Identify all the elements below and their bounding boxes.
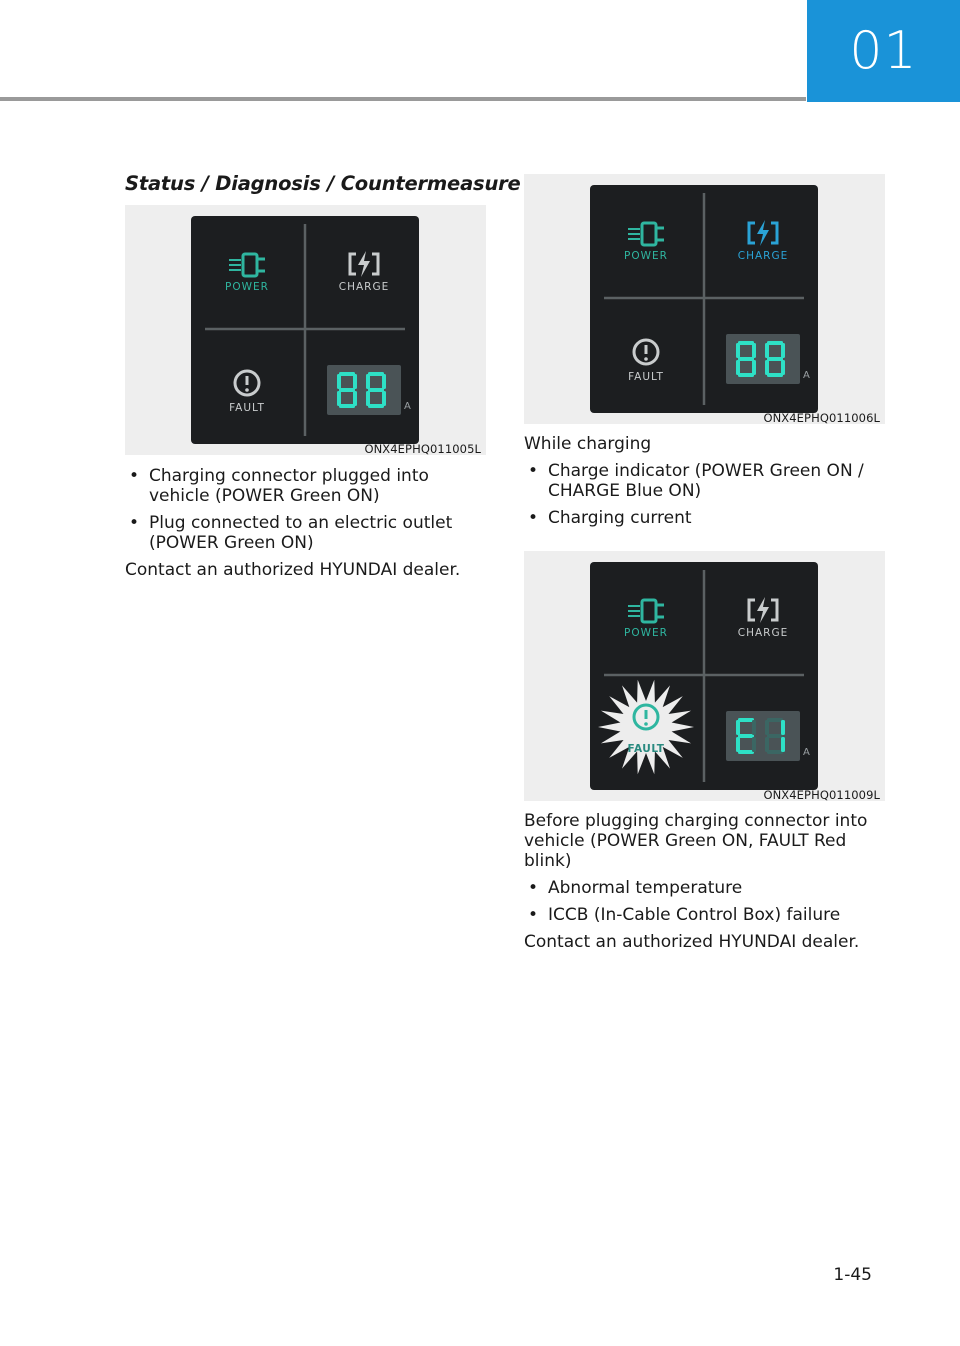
figure-standby [125,205,486,455]
list-item: • Plug connected to an electric outlet (POWER Green ON) [125,513,485,553]
charger-panel [191,216,419,444]
fault-label: FAULT [628,371,664,383]
plug-icon [628,600,664,622]
segment [781,343,785,358]
segment [767,718,783,722]
segment [382,391,386,406]
charger-panel [590,185,818,413]
panel-graphic [590,562,818,790]
segment [382,374,386,389]
segment [781,720,785,735]
right-text-fault [524,811,894,959]
plug-icon [628,223,664,245]
segment [736,343,740,358]
charger-panel [590,562,818,790]
figure-code: ONX4EPHQ011009L [763,788,880,802]
segment-display [327,365,401,415]
chapter-tab: 01 [807,0,960,102]
charge-label: CHARGE [737,250,789,262]
segment [339,388,355,392]
battery-bolt-icon [350,251,378,277]
left-text [125,466,485,587]
segment [738,718,754,722]
segment [767,357,783,361]
paragraph-heading: Before plugging charging connector into vehicle (POWER Green ON, FAULT Red blink) [524,811,868,871]
battery-bolt-icon [749,597,777,623]
segment [353,374,357,389]
segment [752,720,756,735]
segment [767,750,783,754]
ampere-unit: A [803,370,810,381]
right-text-charging [524,434,894,535]
figure-charging [524,174,885,424]
segment-display [726,711,800,761]
segment [767,373,783,377]
segment [339,404,355,408]
segment [738,357,754,361]
segment [781,360,785,375]
segment [337,391,341,406]
list-item: • Abnormal temperature [524,878,894,898]
section-title: Status / Diagnosis / Countermeasure [125,172,521,195]
fault-icon [598,680,694,775]
power-label: POWER [624,250,668,262]
figure-code: ONX4EPHQ011005L [364,442,481,456]
list-item: • Charging connector plugged into vehicle (POWER Green ON) [125,466,485,506]
power-label: POWER [624,627,668,639]
fault-icon [235,371,259,395]
segment [765,737,769,752]
plug-icon [229,254,265,276]
page-number: 1-45 [833,1265,872,1285]
contact-text: Contact an authorized HYUNDAI dealer. [524,932,860,952]
segment [752,360,756,375]
contact-text: Contact an authorized HYUNDAI dealer. [125,560,461,580]
panel-graphic [590,185,818,413]
segment [366,391,370,406]
figure-code: ONX4EPHQ011006L [763,411,880,425]
segment [368,372,384,376]
list-item: • Charge indicator (POWER Green ON / CHARGE Blue ON) [524,461,894,501]
segment [767,734,783,738]
segment [738,373,754,377]
fault-label: FAULT [627,743,665,755]
list-item: • ICCB (In-Cable Control Box) failure [524,905,894,925]
fault-label: FAULT [229,402,265,414]
segment [736,737,740,752]
charge-label: CHARGE [737,627,789,639]
top-rule [0,97,806,101]
battery-bolt-icon [749,220,777,246]
segment [337,374,341,389]
segment [765,343,769,358]
segment [781,737,785,752]
segment [752,737,756,752]
segment [752,343,756,358]
segment [736,360,740,375]
charge-label: CHARGE [338,281,390,293]
list-item: • Charging current [524,508,894,528]
segment [366,374,370,389]
figure-fault [524,551,885,801]
segment [738,750,754,754]
panel-graphic [191,216,419,444]
ampere-unit: A [404,401,411,412]
fault-icon [634,340,658,364]
segment [765,720,769,735]
segment [339,372,355,376]
segment [353,391,357,406]
segment [368,388,384,392]
segment [736,720,740,735]
segment [368,404,384,408]
power-label: POWER [225,281,269,293]
segment [767,341,783,345]
segment [738,341,754,345]
segment [765,360,769,375]
paragraph-heading: While charging [524,434,652,454]
fault-flash [598,680,694,775]
segment [738,734,754,738]
segment-display [726,334,800,384]
ampere-unit: A [803,747,810,758]
